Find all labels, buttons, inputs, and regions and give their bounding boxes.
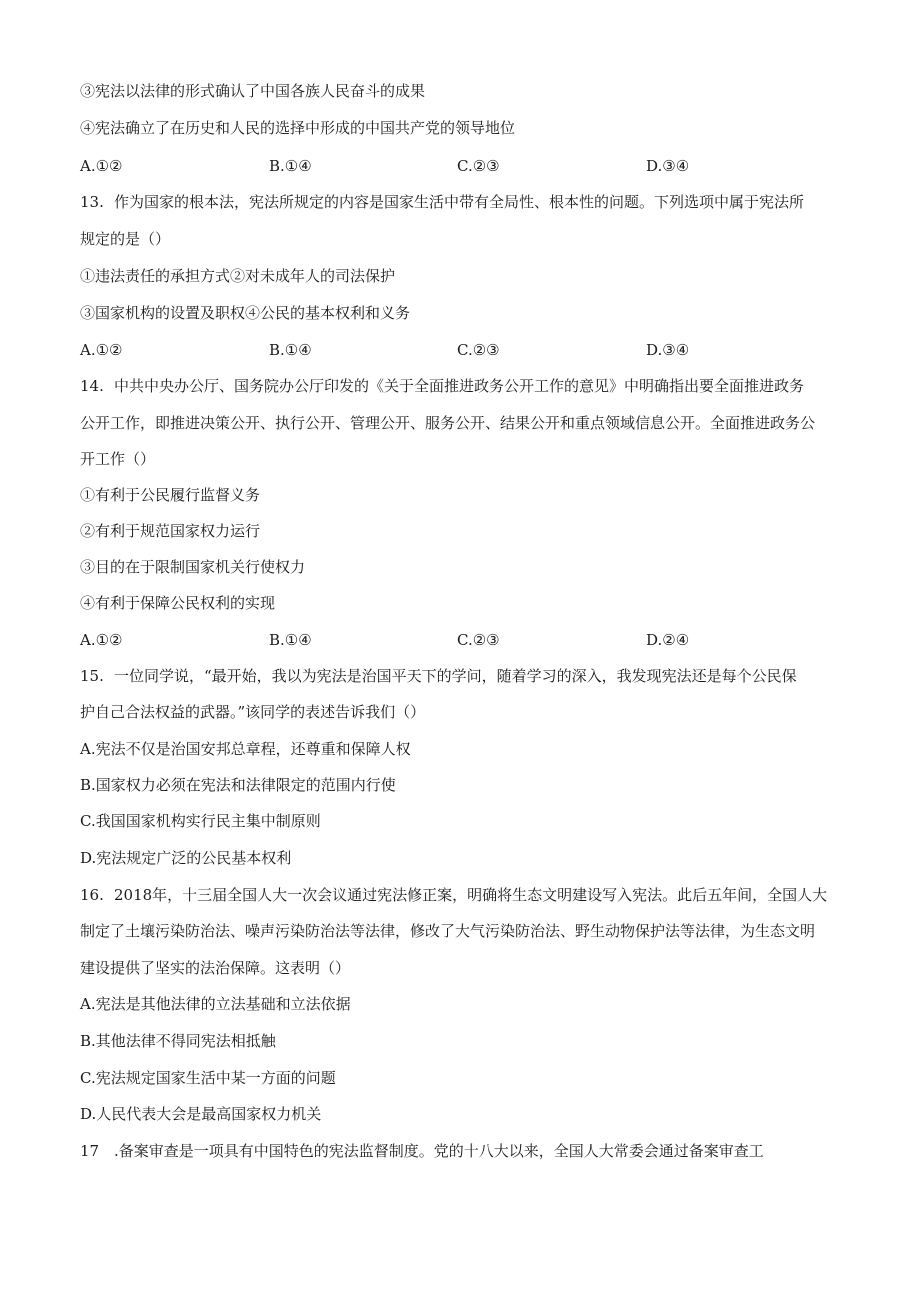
q14-stem-line-2: 公开工作，即推进决策公开、执行公开、管理公开、服务公开、结果公开和重点领域信息公开。全面推进政务公 xyxy=(80,414,816,432)
q13-items-line-2: ③国家机构的设置及职权④公民的基本权利和义务 xyxy=(80,304,411,322)
q16-stem-line-3: 建设提供了坚实的法治保障。这表明（） xyxy=(80,959,351,977)
q16-number: 16. xyxy=(80,886,104,904)
q14-item-1: ①有利于公民履行监督义务 xyxy=(80,486,261,504)
q13-stem-line-2: 规定的是（） xyxy=(80,230,171,248)
q15-number: 15. xyxy=(80,667,104,685)
q16-stem-text-1: 2018年，十三届全国人大一次会议通过宪法修正案，明确将生态文明建设写入宪法。此后五年间，全国人大 xyxy=(114,886,828,904)
q16-option-a[interactable]: A.宪法是其他法律的立法基础和立法依据 xyxy=(80,995,351,1013)
q12-option-d[interactable]: D.③④ xyxy=(646,157,690,175)
q12-options xyxy=(80,155,840,177)
q16-option-d[interactable]: D.人民代表大会是最高国家权力机关 xyxy=(80,1105,322,1123)
q12-option-b[interactable]: B.①④ xyxy=(269,157,312,175)
q13-option-a[interactable]: A.①② xyxy=(80,341,123,359)
q13-option-c[interactable]: C.②③ xyxy=(457,341,500,359)
q15-option-d[interactable]: D.宪法规定广泛的公民基本权利 xyxy=(80,849,292,867)
q16-option-c[interactable]: C.宪法规定国家生活中某一方面的问题 xyxy=(80,1069,336,1087)
q13-options xyxy=(80,339,840,361)
q12-item-3: ③宪法以法律的形式确认了中国各族人民奋斗的成果 xyxy=(80,82,426,100)
q17-stem-text-1: .备案审查是一项具有中国特色的宪法监督制度。党的十八大以来，全国人大常委会通过备案审查工 xyxy=(114,1142,764,1160)
q14-option-a[interactable]: A.①② xyxy=(80,631,123,649)
q12-item-4: ④宪法确立了在历史和人民的选择中形成的中国共产党的领导地位 xyxy=(80,119,516,137)
q14-option-b[interactable]: B.①④ xyxy=(269,631,312,649)
q15-stem-text-1: 一位同学说，“最开始，我以为宪法是治国平天下的学问，随着学习的深入，我发现宪法还是每个公民保 xyxy=(114,667,797,685)
q14-options xyxy=(80,629,840,651)
q14-item-2: ②有利于规范国家权力运行 xyxy=(80,522,261,540)
q14-option-c[interactable]: C.②③ xyxy=(457,631,500,649)
q15-stem-line-2: 护自己合法权益的武器。”该同学的表述告诉我们（） xyxy=(80,703,426,721)
q14-stem-line-1 xyxy=(80,375,804,397)
q13-stem-line-1 xyxy=(80,191,804,213)
q12-option-a[interactable]: A.①② xyxy=(80,157,123,175)
q15-option-b[interactable]: B.国家权力必须在宪法和法律限定的范围内行使 xyxy=(80,776,396,794)
q17-stem-line-1 xyxy=(80,1140,764,1162)
q12-option-c[interactable]: C.②③ xyxy=(457,157,500,175)
q14-stem-line-3: 开工作（） xyxy=(80,450,156,468)
q13-items-line-1: ①违法责任的承担方式②对未成年人的司法保护 xyxy=(80,267,396,285)
q13-stem-text-1: 作为国家的根本法，宪法所规定的内容是国家生活中带有全局性、根本性的问题。下列选项中属于宪法所 xyxy=(114,193,805,211)
q16-stem-line-2: 制定了土壤污染防治法、噪声污染防治法等法律，修改了大气污染防治法、野生动物保护法等法律，为生态文明 xyxy=(80,922,816,940)
q14-item-4: ④有利于保障公民权利的实现 xyxy=(80,594,276,612)
q17-number: 17 xyxy=(80,1142,100,1160)
q14-item-3: ③目的在于限制国家机关行使权力 xyxy=(80,558,306,576)
q13-number: 13. xyxy=(80,193,104,211)
q14-option-d[interactable]: D.②④ xyxy=(646,631,690,649)
q14-number: 14. xyxy=(80,377,104,395)
q15-option-c[interactable]: C.我国国家机构实行民主集中制原则 xyxy=(80,812,321,830)
q14-stem-text-1: 中共中央办公厅、国务院办公厅印发的《关于全面推进政务公开工作的意见》中明确指出要全面推进政务 xyxy=(114,377,805,395)
q16-option-b[interactable]: B.其他法律不得同宪法相抵触 xyxy=(80,1032,276,1050)
q13-option-b[interactable]: B.①④ xyxy=(269,341,312,359)
q16-stem-line-1 xyxy=(80,884,827,906)
q13-option-d[interactable]: D.③④ xyxy=(646,341,690,359)
q15-stem-line-1 xyxy=(80,665,797,687)
q15-option-a[interactable]: A.宪法不仅是治国安邦总章程，还尊重和保障人权 xyxy=(80,740,411,758)
